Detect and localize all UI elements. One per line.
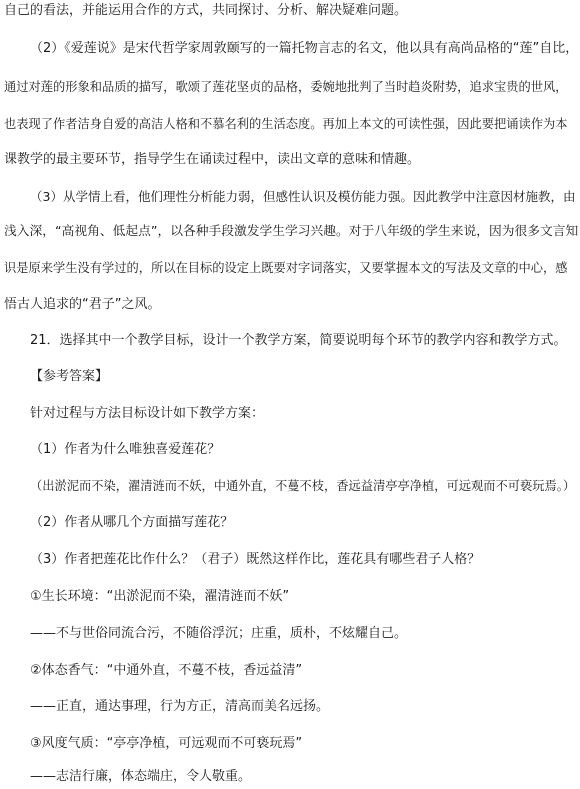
item-3: ③风度气质：“亭亭净植，可远观而不可亵玩焉” xyxy=(30,736,303,751)
question-1: （1）作者为什么唯独喜爱莲花？ xyxy=(30,442,221,457)
item-1-note: ——不与世俗同流合污，不随俗浮沉；庄重，质朴，不炫耀自己。 xyxy=(30,626,408,641)
question-21: 21．选择其中一个教学目标，设计一个教学方案，简要说明每个环节的教学内容和教学方式。 xyxy=(30,333,567,348)
paragraph-2-line-1: （2）《爱莲说》是宋代哲学家周敦颐写的一篇托物言志的名文，他以具有高尚品格的“莲”自比， xyxy=(30,41,579,56)
paragraph-2-line-4: 课教学的最主要环节，指导学生在诵读过程中，读出文章的意味和情趣。 xyxy=(4,152,421,167)
paragraph-intro-tail: 自己的看法，并能运用合作的方式，共同探讨、分析、解决疑难问题。 xyxy=(4,3,408,18)
paragraph-3-line-4: 悟古人追求的“君子”之风。 xyxy=(4,297,161,312)
paragraph-2-line-3: 也表现了作者洁身自爱的高洁人格和不慕名利的生活态度。再加上本文的可读性强，因此要把诵读作为本 xyxy=(4,117,568,131)
item-3-note: ——志洁行廉，体态端庄，令人敬重。 xyxy=(30,769,252,784)
item-2: ②体态香气：“中通外直，不蔓不枝，香远益清” xyxy=(30,663,303,678)
paragraph-3-line-3: 识是原来学生没有学过的，所以在目标的设定上既要对字词落实，又要掌握本文的写法及文章的中心，感 xyxy=(4,261,568,275)
question-2: （2）作者从哪几个方面描写莲花？ xyxy=(30,515,234,530)
item-2-note: ——正直，通达事理，行为方正，清高而美名远扬。 xyxy=(30,699,330,714)
question-1-answer: （出淤泥而不染，濯清涟而不妖，中通外直，不蔓不枝，香远益清亭亭净植，可远观而不可亵玩焉。） xyxy=(30,479,576,493)
paragraph-3-line-2: 浅入深，“高视角、低起点”，以各种手段激发学生学习兴趣。对于八年级的学生来说，因为很多文言知 xyxy=(4,224,579,239)
answer-header: 【参考答案】 xyxy=(30,369,109,384)
item-1: ①生长环境：“出淤泥而不染，濯清涟而不妖” xyxy=(30,589,290,604)
paragraph-2-line-2: 通过对莲的形象和品质的描写，歌颂了莲花坚贞的品格，委婉地批判了当时趋炎附势，追求宝贵的世风， xyxy=(4,80,568,94)
plan-intro: 针对过程与方法目标设计如下教学方案： xyxy=(30,406,265,421)
question-3: （3）作者把莲花比作什么？（君子）既然这样作比，莲花具有哪些君子人格？ xyxy=(30,552,481,567)
paragraph-3-line-1: （3）从学情上看，他们理性分析能力弱，但感性认识及模仿能力强。因此教学中注意因材施教，由 xyxy=(30,189,576,204)
